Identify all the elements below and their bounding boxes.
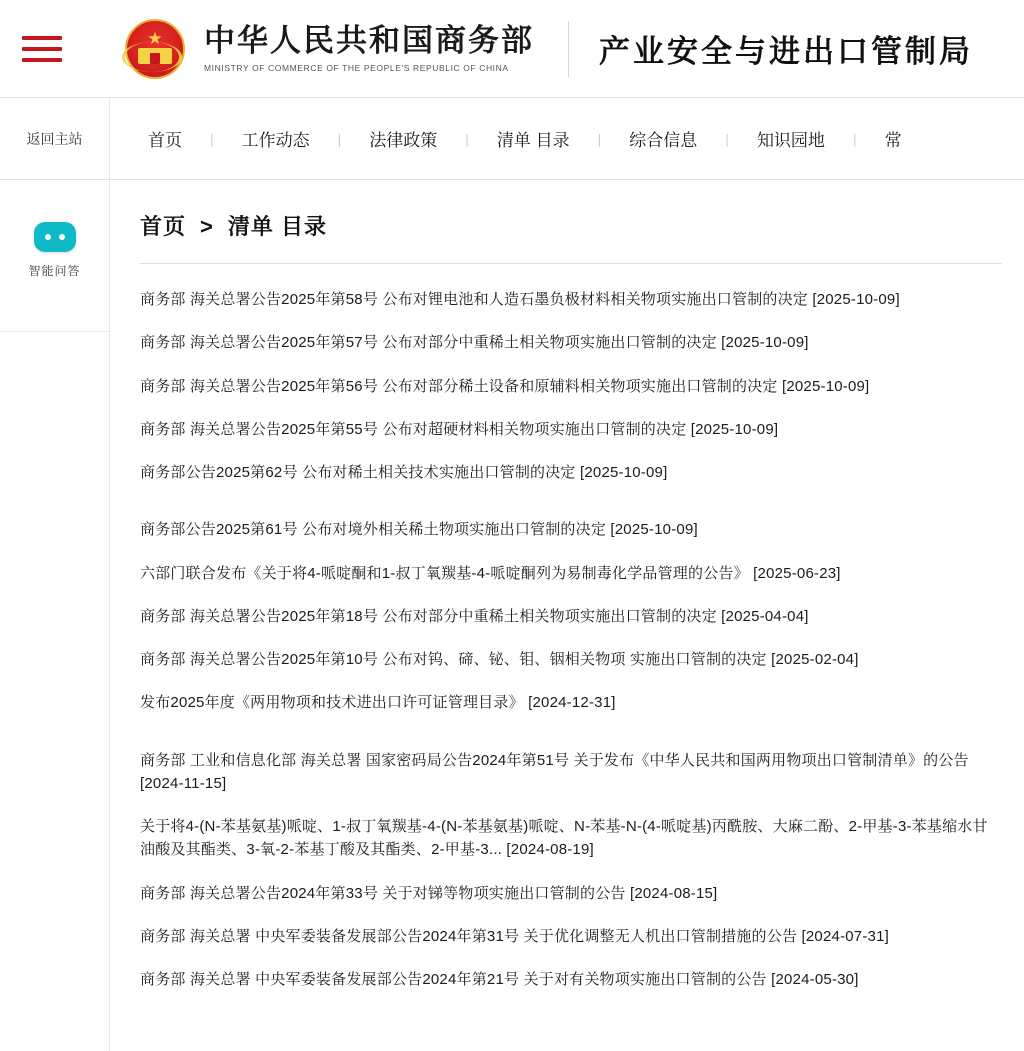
ai-assistant-button[interactable] bbox=[0, 222, 109, 279]
breadcrumb bbox=[140, 210, 1002, 264]
list-item[interactable]: 商务部 海关总署公告2024年第33号 关于对锑等物项实施出口管制的公告 [2024-08-15] bbox=[140, 884, 718, 902]
header-divider bbox=[568, 21, 569, 77]
hamburger-bar bbox=[22, 47, 62, 51]
main-content bbox=[110, 180, 1024, 1051]
list-item[interactable]: 商务部 海关总署公告2025年第55号 公布对超硬材料相关物项实施出口管制的决定 [2025-10-09] bbox=[140, 420, 779, 438]
nav-separator: | bbox=[725, 130, 729, 147]
emblem-star: ★ bbox=[147, 28, 163, 48]
list-item[interactable]: 商务部 海关总署公告2025年第58号 公布对锂电池和人造石墨负极材料相关物项实施出口管制的决定 [2025-10-09] bbox=[140, 291, 900, 308]
nav-separator: | bbox=[852, 130, 857, 147]
list-item[interactable]: 商务部 海关总署公告2025年第56号 公布对部分稀土设备和原辅料相关物项实施出口管制的决定 [2025-10-09] bbox=[140, 377, 870, 395]
list-item[interactable]: 关于将4-(N-苯基氨基)哌啶、1-叔丁氧羰基-4-(N-苯基氨基)哌啶、N-苯基-N-(4-哌啶基)丙酰胺、大麻二酚、2-甲基-3-苯基缩水甘油酸及其酯类、3-氧-2-苯基丁酸及其酯类、2-甲基-3... [2024-08-19] bbox=[140, 818, 988, 859]
breadcrumb-home[interactable]: 首页 bbox=[140, 214, 187, 239]
nav-back-to-main-site[interactable]: 返回主站 bbox=[0, 98, 110, 179]
nav-separator: | bbox=[210, 130, 214, 147]
national-emblem-icon bbox=[122, 16, 188, 82]
nav-item-laws-policies[interactable]: 法律政策 bbox=[369, 131, 438, 150]
list-item[interactable]: 商务部公告2025第61号 公布对境外相关稀土物项实施出口管制的决定 [2025-10-09] bbox=[140, 521, 698, 539]
hamburger-bar bbox=[22, 36, 62, 40]
list-item[interactable]: 六部门联合发布《关于将4-哌啶酮和1-叔丁氧羰基-4-哌啶酮列为易制毒化学品管理的公告》 [2025-06-23] bbox=[140, 564, 841, 582]
nav-item-home[interactable]: 首页 bbox=[148, 131, 182, 150]
nav-separator: | bbox=[465, 130, 469, 147]
list-item[interactable]: 商务部 海关总署 中央军委装备发展部公告2024年第31号 关于优化调整无人机出口管制措施的公告 [2024-07-31] bbox=[140, 927, 889, 945]
nav-item-work-updates[interactable]: 工作动态 bbox=[241, 131, 310, 150]
breadcrumb-separator-icon: > bbox=[200, 214, 214, 239]
robot-chat-icon bbox=[34, 222, 76, 252]
list-item[interactable]: 商务部 工业和信息化部 海关总署 国家密码局公告2024年第51号 关于发布《中华人民共和国两用物项出口管制清单》的公告 [2024-11-15] bbox=[140, 751, 969, 792]
list-item[interactable]: 商务部 海关总署公告2025年第57号 公布对部分中重稀土相关物项实施出口管制的决定 [2025-10-09] bbox=[140, 334, 809, 352]
list-item[interactable]: 商务部公告2025第62号 公布对稀土相关技术实施出口管制的决定 [2025-10-09] bbox=[140, 464, 668, 481]
emblem-gate bbox=[138, 48, 172, 64]
nav-item-list bbox=[110, 98, 1024, 179]
bureau-title: 产业安全与进出口管制局 bbox=[599, 34, 973, 69]
nav-item-lists-catalog[interactable]: 清单 目录 bbox=[496, 131, 570, 150]
nav-separator: | bbox=[337, 130, 342, 147]
list-item[interactable]: 商务部 海关总署公告2025年第10号 公布对钨、碲、铋、钼、铟相关物项 实施出口管制的决定 [2025-02-04] bbox=[140, 651, 859, 668]
ministry-title-block bbox=[204, 24, 534, 73]
ai-assistant-label: 智能问答 bbox=[28, 264, 81, 278]
nav-item-faq[interactable]: 常 bbox=[884, 131, 902, 150]
main-navigation bbox=[0, 98, 1024, 180]
site-header bbox=[0, 0, 1024, 98]
nav-separator: | bbox=[597, 130, 602, 147]
list-item[interactable]: 商务部 海关总署公告2025年第18号 公布对部分中重稀土相关物项实施出口管制的决定 [2025-04-04] bbox=[140, 607, 809, 625]
page-body bbox=[0, 180, 1024, 1051]
nav-item-knowledge[interactable]: 知识园地 bbox=[756, 131, 825, 150]
announcement-list bbox=[140, 264, 1002, 1001]
list-item[interactable]: 发布2025年度《两用物项和技术进出口许可证管理目录》 [2024-12-31] bbox=[140, 694, 616, 712]
ministry-title-en: MINISTRY OF COMMERCE OF THE PEOPLE'S REPUBLIC OF CHINA bbox=[204, 63, 509, 74]
left-sidebar bbox=[0, 180, 110, 1051]
hamburger-bar bbox=[22, 58, 62, 62]
breadcrumb-current: 清单 目录 bbox=[227, 214, 327, 239]
hamburger-icon[interactable] bbox=[22, 36, 64, 62]
ministry-title-cn: 中华人民共和国商务部 bbox=[204, 22, 534, 58]
list-item[interactable]: 商务部 海关总署 中央军委装备发展部公告2024年第21号 关于对有关物项实施出口管制的公告 [2024-05-30] bbox=[140, 971, 859, 988]
sidebar-divider bbox=[0, 331, 109, 332]
nav-item-comprehensive-info[interactable]: 综合信息 bbox=[629, 131, 698, 150]
